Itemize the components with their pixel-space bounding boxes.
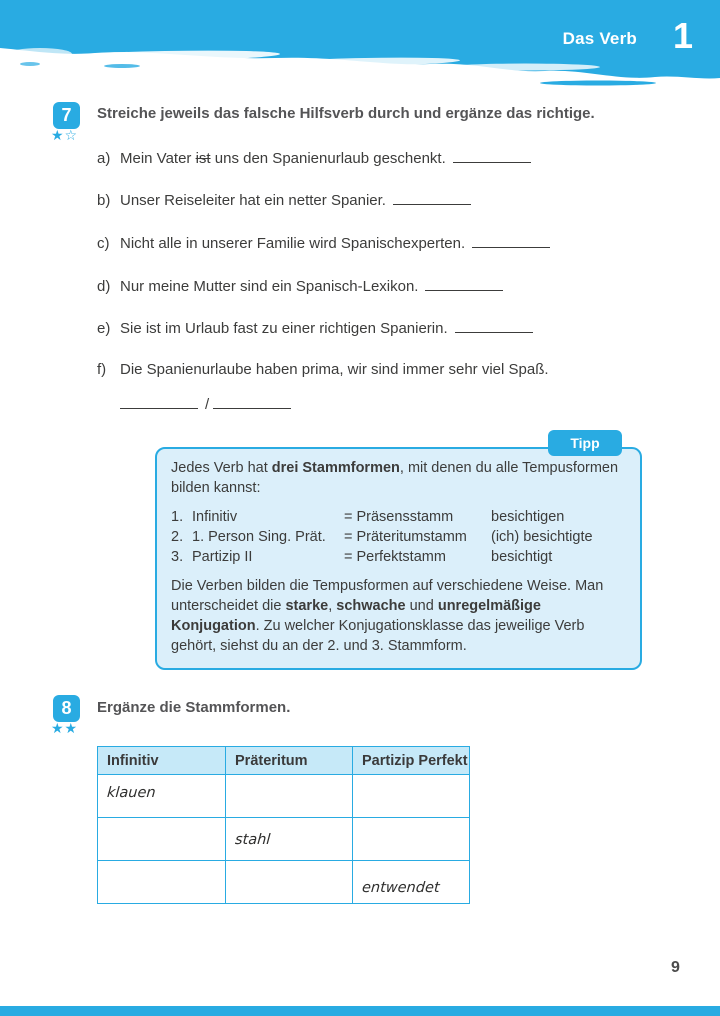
footer-brush-bar — [0, 1006, 720, 1016]
tip-text: . Zu welcher Konjugationsklasse das jeweilige Verb gehört, siehst du an der 2. und 3. Stammform. — [171, 618, 585, 654]
tip-text-bold: unregelmäßige Konjugation — [171, 598, 541, 634]
handwritten-answer: entwendet — [361, 880, 441, 896]
item-text: Unser Reiseleiter hat ein netter Spanier. — [120, 192, 386, 209]
table-header-row — [98, 747, 470, 775]
stem-name: = Perfektstamm — [344, 549, 446, 565]
item-text: Sie ist im Urlaub fast zu einer richtigen Spanierin. — [120, 320, 448, 337]
item-label: f) — [97, 361, 107, 378]
struck-word: ist — [195, 150, 211, 167]
item-label: c) — [97, 235, 110, 252]
header-banner — [0, 0, 720, 88]
handwritten-answer: stahl — [234, 831, 271, 848]
chapter-number: 1 — [672, 15, 693, 56]
item-label: d) — [97, 278, 111, 295]
tip-paragraph-1 — [171, 458, 626, 498]
item-label: e) — [97, 320, 111, 337]
tip-text-bold: drei Stammformen — [271, 460, 400, 476]
tip-text: Jedes Verb hat — [171, 460, 272, 476]
blank-separator: / — [205, 396, 210, 413]
exercise-item-f — [97, 361, 549, 378]
tip-box — [155, 447, 642, 670]
exercise-8-badge: 8 — [53, 695, 80, 722]
item-label: b) — [97, 192, 111, 209]
exercise-item-d — [97, 277, 503, 295]
tip-text: , — [328, 598, 337, 614]
answer-blank[interactable] — [455, 319, 533, 333]
item-text: Mein Vater — [120, 150, 196, 167]
table-cell[interactable] — [98, 861, 226, 904]
item-text: Nicht alle in unserer Familie wird Spanischexperten. — [120, 235, 466, 252]
table-cell[interactable] — [353, 861, 470, 904]
item-label: a) — [97, 150, 111, 167]
stammformen-table — [97, 746, 470, 904]
stem-number: 2. — [171, 529, 184, 545]
table-cell[interactable] — [226, 775, 353, 818]
item-text: Die Spanienurlaube haben prima, wir sind immer sehr viel Spaß. — [120, 361, 549, 378]
stem-example: besichtigt — [491, 549, 553, 565]
table-cell[interactable] — [226, 861, 353, 904]
answer-blank[interactable] — [213, 395, 291, 409]
table-cell[interactable] — [353, 775, 470, 818]
exercise-7-badge: 7 — [53, 102, 80, 129]
table-cell[interactable] — [353, 818, 470, 861]
table-row — [98, 818, 470, 861]
exercise-item-e — [97, 319, 533, 337]
stem-number: 3. — [171, 549, 184, 565]
exercise-item-c — [97, 234, 550, 252]
item-text: uns den Spanienurlaub geschenkt. — [210, 150, 446, 167]
stem-example: (ich) besichtigte — [491, 529, 593, 545]
table-cell[interactable] — [98, 775, 226, 818]
section-title: Das Verb — [562, 29, 637, 48]
exercise-item-f-blanks — [120, 395, 298, 413]
answer-blank[interactable] — [120, 395, 198, 409]
stem-number: 1. — [171, 509, 184, 525]
column-header-partizip-perfekt: Partizip Perfekt — [353, 747, 470, 775]
stem-row-2 — [171, 527, 626, 547]
exercise-item-a — [97, 149, 531, 167]
stem-example: besichtigen — [491, 509, 565, 525]
stem-name: = Präteritumstamm — [344, 529, 467, 545]
answer-blank[interactable] — [393, 191, 471, 205]
stem-row-1 — [171, 507, 626, 527]
table-cell[interactable] — [226, 818, 353, 861]
stem-term: 1. Person Sing. Prät. — [192, 529, 326, 545]
table-row — [98, 775, 470, 818]
table-cell[interactable] — [98, 818, 226, 861]
answer-blank[interactable] — [453, 149, 531, 163]
stem-row-3 — [171, 547, 626, 567]
tip-paragraph-2 — [171, 576, 626, 656]
tip-label: Tipp — [548, 430, 622, 456]
tip-text: Die Verben bilden die Tempusformen auf verschiedene Weise. Man unterscheidet die — [171, 578, 604, 614]
exercise-item-b — [97, 191, 471, 209]
tip-text: , mit denen du alle Tempusformen bilden kannst: — [171, 460, 619, 496]
column-header-infinitiv: Infinitiv — [98, 747, 226, 775]
exercise-7-difficulty-stars: ★☆ — [51, 127, 79, 143]
answer-blank[interactable] — [425, 277, 503, 291]
tip-text-bold: schwache — [336, 598, 406, 614]
stem-term: Partizip II — [192, 549, 253, 565]
stem-name: = Präsensstamm — [344, 509, 454, 525]
table-row — [98, 861, 470, 904]
exercise-7-instruction: Streiche jeweils das falsche Hilfsverb durch und ergänze das richtige. — [97, 105, 595, 122]
tip-text-bold: starke — [285, 598, 329, 614]
answer-blank[interactable] — [472, 234, 550, 248]
tip-text: und — [405, 598, 438, 614]
item-text: Nur meine Mutter sind ein Spanisch-Lexikon. — [120, 278, 419, 295]
column-header-praeteritum: Präteritum — [226, 747, 353, 775]
exercise-8-difficulty-stars: ★★ — [51, 720, 79, 736]
page-number: 9 — [671, 959, 680, 976]
stem-term: Infinitiv — [192, 509, 238, 525]
exercise-8-instruction: Ergänze die Stammformen. — [97, 699, 291, 716]
handwritten-answer: klauen — [106, 785, 157, 801]
